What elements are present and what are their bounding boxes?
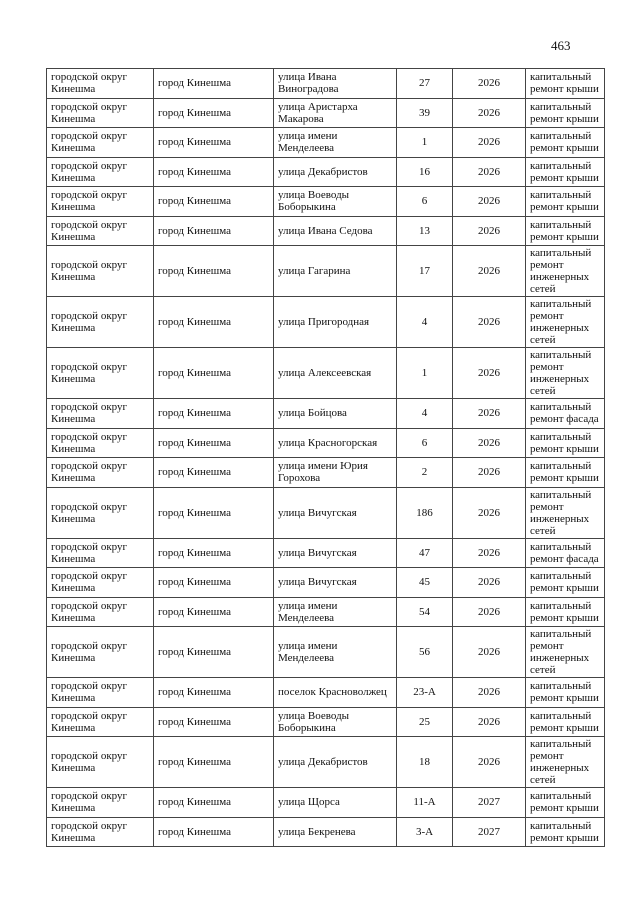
cell-work: капитальный ремонт фасада [526,399,605,429]
cell-district: городской округ Кинешма [47,246,154,297]
cell-work: капитальный ремонт инженерных сетей [526,348,605,399]
cell-street: улица Алексеевская [274,348,397,399]
cell-year: 2026 [453,399,526,429]
cell-house: 27 [397,69,453,99]
cell-street: улица Декабристов [274,157,397,187]
cell-street: улица Воеводы Боборыкина [274,707,397,737]
cell-district: городской округ Кинешма [47,297,154,348]
cell-city: город Кинешма [154,568,274,598]
cell-house: 4 [397,297,453,348]
table-row [47,246,605,297]
cell-district: городской округ Кинешма [47,399,154,429]
cell-house: 45 [397,568,453,598]
cell-house: 17 [397,246,453,297]
cell-work: капитальный ремонт инженерных сетей [526,737,605,788]
cell-district: городской округ Кинешма [47,737,154,788]
cell-year: 2026 [453,737,526,788]
table-row [47,788,605,818]
repair-schedule-table [46,68,605,847]
cell-city: город Кинешма [154,788,274,818]
cell-city: город Кинешма [154,678,274,708]
cell-house: 25 [397,707,453,737]
table-row [47,128,605,158]
cell-street: улица Вичугская [274,487,397,538]
cell-year: 2026 [453,627,526,678]
cell-work: капитальный ремонт крыши [526,157,605,187]
cell-work: капитальный ремонт инженерных сетей [526,487,605,538]
table-row [47,98,605,128]
table-row [47,69,605,99]
table-row [47,428,605,458]
cell-work: капитальный ремонт крыши [526,428,605,458]
page-number: 463 [551,38,571,53]
cell-work: капитальный ремонт крыши [526,568,605,598]
cell-street: улица Воеводы Боборыкина [274,187,397,217]
cell-house: 47 [397,538,453,568]
cell-year: 2026 [453,568,526,598]
table-row [47,737,605,788]
table-row [47,348,605,399]
cell-street: улица Бойцова [274,399,397,429]
cell-year: 2026 [453,187,526,217]
cell-year: 2026 [453,538,526,568]
cell-year: 2026 [453,348,526,399]
table-row [47,707,605,737]
cell-city: город Кинешма [154,597,274,627]
table-row [47,297,605,348]
table-row [47,817,605,847]
cell-work: капитальный ремонт инженерных сетей [526,246,605,297]
cell-year: 2026 [453,246,526,297]
cell-district: городской округ Кинешма [47,678,154,708]
cell-house: 54 [397,597,453,627]
cell-city: город Кинешма [154,98,274,128]
cell-district: городской округ Кинешма [47,187,154,217]
cell-work: капитальный ремонт крыши [526,187,605,217]
cell-city: город Кинешма [154,487,274,538]
cell-street: улица имени Юрия Горохова [274,458,397,488]
cell-street: улица Щорса [274,788,397,818]
cell-district: городской округ Кинешма [47,157,154,187]
cell-district: городской округ Кинешма [47,458,154,488]
table-row [47,216,605,246]
cell-work: капитальный ремонт крыши [526,98,605,128]
cell-street: улица имени Менделеева [274,597,397,627]
cell-street: поселок Красноволжец [274,678,397,708]
cell-work: капитальный ремонт крыши [526,216,605,246]
cell-year: 2026 [453,707,526,737]
table-row [47,627,605,678]
cell-city: город Кинешма [154,458,274,488]
cell-street: улица Вичугская [274,538,397,568]
cell-work: капитальный ремонт крыши [526,678,605,708]
cell-house: 39 [397,98,453,128]
cell-district: городской округ Кинешма [47,428,154,458]
cell-house: 186 [397,487,453,538]
cell-work: капитальный ремонт крыши [526,788,605,818]
table-row [47,399,605,429]
cell-work: капитальный ремонт крыши [526,128,605,158]
cell-city: город Кинешма [154,157,274,187]
cell-year: 2026 [453,128,526,158]
cell-year: 2026 [453,98,526,128]
cell-year: 2026 [453,157,526,187]
cell-city: город Кинешма [154,428,274,458]
cell-district: городской округ Кинешма [47,788,154,818]
table-row [47,157,605,187]
cell-work: капитальный ремонт инженерных сетей [526,627,605,678]
cell-house: 2 [397,458,453,488]
cell-district: городской округ Кинешма [47,568,154,598]
table-row [47,187,605,217]
cell-year: 2026 [453,487,526,538]
cell-house: 6 [397,428,453,458]
cell-street: улица Ивана Виноградова [274,69,397,99]
cell-work: капитальный ремонт крыши [526,597,605,627]
cell-district: городской округ Кинешма [47,707,154,737]
cell-work: капитальный ремонт крыши [526,817,605,847]
cell-district: городской округ Кинешма [47,348,154,399]
cell-year: 2026 [453,458,526,488]
cell-city: город Кинешма [154,399,274,429]
cell-district: городской округ Кинешма [47,98,154,128]
table-row [47,487,605,538]
cell-work: капитальный ремонт крыши [526,707,605,737]
cell-city: город Кинешма [154,246,274,297]
cell-district: городской округ Кинешма [47,69,154,99]
cell-house: 6 [397,187,453,217]
cell-street: улица Вичугская [274,568,397,598]
cell-city: город Кинешма [154,348,274,399]
table-row [47,538,605,568]
table-row [47,678,605,708]
cell-house: 16 [397,157,453,187]
cell-city: город Кинешма [154,737,274,788]
cell-work: капитальный ремонт инженерных сетей [526,297,605,348]
cell-house: 4 [397,399,453,429]
cell-city: город Кинешма [154,707,274,737]
cell-work: капитальный ремонт крыши [526,458,605,488]
cell-year: 2026 [453,428,526,458]
cell-city: город Кинешма [154,297,274,348]
cell-year: 2026 [453,216,526,246]
cell-year: 2026 [453,69,526,99]
cell-city: город Кинешма [154,187,274,217]
cell-city: город Кинешма [154,128,274,158]
cell-district: городской округ Кинешма [47,597,154,627]
cell-district: городской округ Кинешма [47,487,154,538]
cell-work: капитальный ремонт крыши [526,69,605,99]
cell-house: 3-А [397,817,453,847]
table-row [47,458,605,488]
cell-street: улица Декабристов [274,737,397,788]
cell-district: городской округ Кинешма [47,538,154,568]
cell-district: городской округ Кинешма [47,627,154,678]
cell-house: 18 [397,737,453,788]
cell-street: улица Бекренева [274,817,397,847]
cell-street: улица Красногорская [274,428,397,458]
cell-street: улица имени Менделеева [274,627,397,678]
cell-year: 2026 [453,678,526,708]
table-row [47,597,605,627]
cell-year: 2027 [453,817,526,847]
cell-city: город Кинешма [154,627,274,678]
cell-house: 11-А [397,788,453,818]
cell-district: городской округ Кинешма [47,216,154,246]
cell-city: город Кинешма [154,817,274,847]
cell-year: 2027 [453,788,526,818]
cell-street: улица Гагарина [274,246,397,297]
cell-street: улица Ивана Седова [274,216,397,246]
cell-house: 1 [397,128,453,158]
cell-house: 23-А [397,678,453,708]
cell-street: улица Пригородная [274,297,397,348]
cell-house: 1 [397,348,453,399]
cell-district: городской округ Кинешма [47,128,154,158]
cell-city: город Кинешма [154,538,274,568]
cell-district: городской округ Кинешма [47,817,154,847]
cell-city: город Кинешма [154,216,274,246]
cell-house: 13 [397,216,453,246]
cell-year: 2026 [453,297,526,348]
cell-street: улица Аристарха Макарова [274,98,397,128]
cell-house: 56 [397,627,453,678]
table-row [47,568,605,598]
cell-year: 2026 [453,597,526,627]
cell-street: улица имени Менделеева [274,128,397,158]
cell-work: капитальный ремонт фасада [526,538,605,568]
cell-city: город Кинешма [154,69,274,99]
